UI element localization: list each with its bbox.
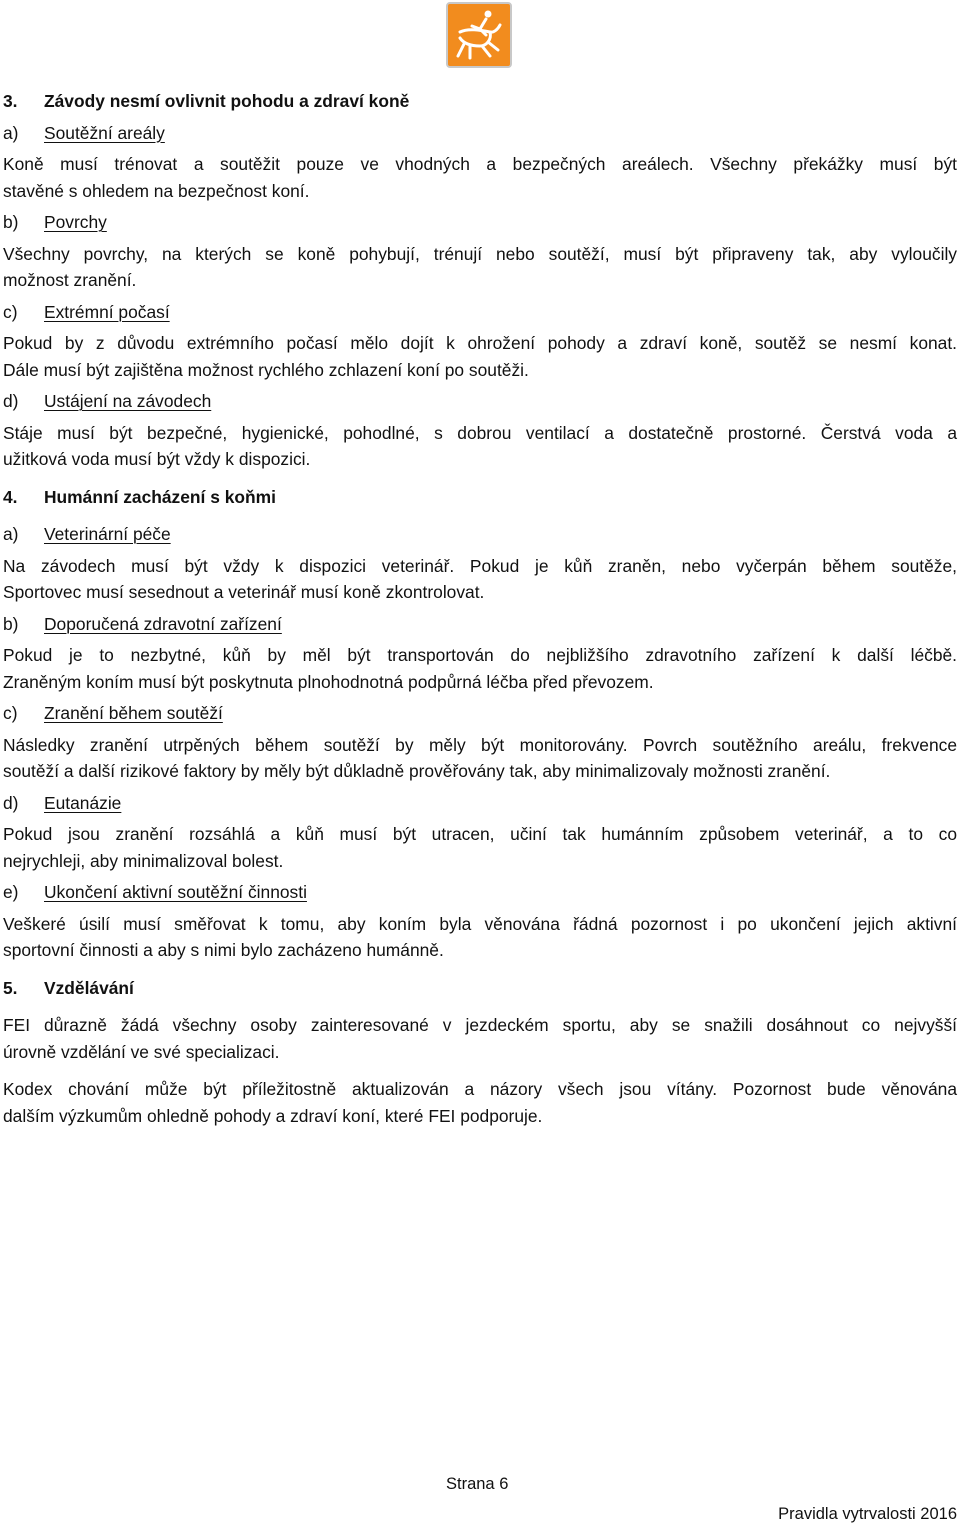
subsection-mark: a) [3, 524, 19, 544]
section-title: Závody nesmí ovlivnit pohodu a zdraví koně [44, 91, 410, 111]
subsection-title: Zranění během soutěží [44, 703, 223, 723]
paragraph-line: Pokud jsou zranění rozsáhlá a kůň musí být utracen, učiní tak humánním způsobem veterinář, a to co [3, 824, 957, 844]
subsection-heading [3, 700, 957, 727]
paragraph-line: Sportovec musí sesednout a veterinář musí koně zkontrolovat. [3, 582, 485, 602]
subsection-mark: d) [3, 792, 19, 813]
section-number: 4. [3, 486, 18, 507]
section-3-heading [3, 88, 957, 115]
paragraph-line: sportovní činnosti a aby s nimi bylo zacházeno humánně. [3, 940, 444, 960]
subsection-heading [3, 120, 957, 147]
paragraph-line: Následky zranění utrpěných během soutěží by měly být monitorovány. Povrch soutěžního areálu, frekvence [3, 734, 957, 755]
subsection-heading [3, 790, 957, 817]
subsection-heading [3, 521, 957, 548]
page-number: Strana 6 [446, 1475, 509, 1493]
subsection-mark: d) [3, 391, 19, 411]
subsection-title: Veterinární péče [44, 524, 171, 544]
subsection-heading [3, 611, 957, 638]
subsection-title: Eutanázie [44, 792, 122, 813]
paragraph-line: Pokud by z důvodu extrémního počasí mělo dojít k ohrožení pohody a zdraví koně, soutěž se nesmí konat. [3, 333, 957, 353]
paragraph-line: FEI důrazně žádá všechny osoby zainteresované v jezdeckém sportu, aby se snažili dosáhnout co nejvyšší [3, 1015, 957, 1035]
fei-logo [446, 2, 512, 68]
section-4-heading [3, 484, 957, 511]
subsection-title: Ukončení aktivní soutěžní činnosti [44, 882, 307, 902]
paragraph-line: nejrychleji, aby minimalizoval bolest. [3, 850, 284, 871]
section-number: 3. [3, 91, 18, 111]
subsection-mark: a) [3, 122, 19, 143]
subsection-mark: c) [3, 703, 18, 723]
paragraph-line: dalším výzkumům ohledně pohody a zdraví koní, které FEI podporuje. [3, 1105, 543, 1126]
document-body [3, 88, 957, 1129]
subsection-heading [3, 209, 957, 236]
paragraph-line: stavěné s ohledem na bezpečnost koní. [3, 180, 310, 201]
section-title: Vzdělávání [44, 977, 134, 998]
paragraph-line: Kodex chování může být příležitostně aktualizován a názory všech jsou vítány. Pozornost bude věnována [3, 1079, 957, 1099]
horse-rider-logo-icon [446, 2, 512, 68]
subsection-title: Doporučená zdravotní zařízení [44, 613, 282, 634]
subsection-heading [3, 299, 957, 326]
paragraph-line: Veškeré úsilí musí směřovat k tomu, aby koním byla věnována řádná pozornost i po ukončení jejich aktivní [3, 913, 957, 934]
subsection-title: Extrémní počasí [44, 301, 170, 322]
subsection-mark: e) [3, 882, 19, 902]
paragraph-line: Stáje musí být bezpečné, hygienické, pohodlné, s dobrou ventilací a dostatečně prostorné. Čerstvá voda a [3, 422, 957, 443]
subsection-mark: b) [3, 613, 19, 634]
paragraph-line: Zraněným koním musí být poskytnuta plnohodnotná podpůrná léčba před převozem. [3, 671, 654, 692]
subsection-title: Ustájení na závodech [44, 391, 212, 411]
paragraph-line: Na závodech musí být vždy k dispozici veterinář. Pokud je kůň zraněn, nebo vyčerpán během soutěže, [3, 555, 957, 576]
section-5-heading [3, 975, 957, 1002]
subsection-mark: c) [3, 301, 18, 322]
paragraph-line: Pokud je to nezbytné, kůň by měl být transportován do nejbližšího zdravotního zařízení k další léčbě. [3, 645, 957, 665]
section-number: 5. [3, 977, 18, 998]
paragraph-line: možnost zranění. [3, 270, 137, 290]
document-title-footer: Pravidla vytrvalosti 2016 [778, 1505, 957, 1523]
subsection-title: Povrchy [44, 212, 107, 232]
paragraph-line: Koně musí trénovat a soutěžit pouze ve vhodných a bezpečných areálech. Všechny překážky musí být [3, 154, 957, 174]
subsection-title: Soutěžní areály [44, 122, 165, 143]
section-title: Humánní zacházení s koňmi [44, 486, 276, 507]
subsection-mark: b) [3, 212, 19, 232]
paragraph-line: Všechny povrchy, na kterých se koně pohybují, trénují nebo soutěží, musí být připraveny tak, aby vyloučily [3, 243, 957, 264]
paragraph-line: úrovně vzdělání ve své specializaci. [3, 1041, 280, 1062]
subsection-heading [3, 879, 957, 906]
paragraph-line: užitková voda musí být vždy k dispozici. [3, 449, 311, 469]
paragraph-line: Dále musí být zajištěna možnost rychlého zchlazení koní po soutěži. [3, 359, 529, 380]
paragraph-line: soutěží a další rizikové faktory by měly být důkladně prověřovány tak, aby minimalizovaly možnosti zranění. [3, 761, 831, 781]
subsection-heading [3, 388, 957, 415]
